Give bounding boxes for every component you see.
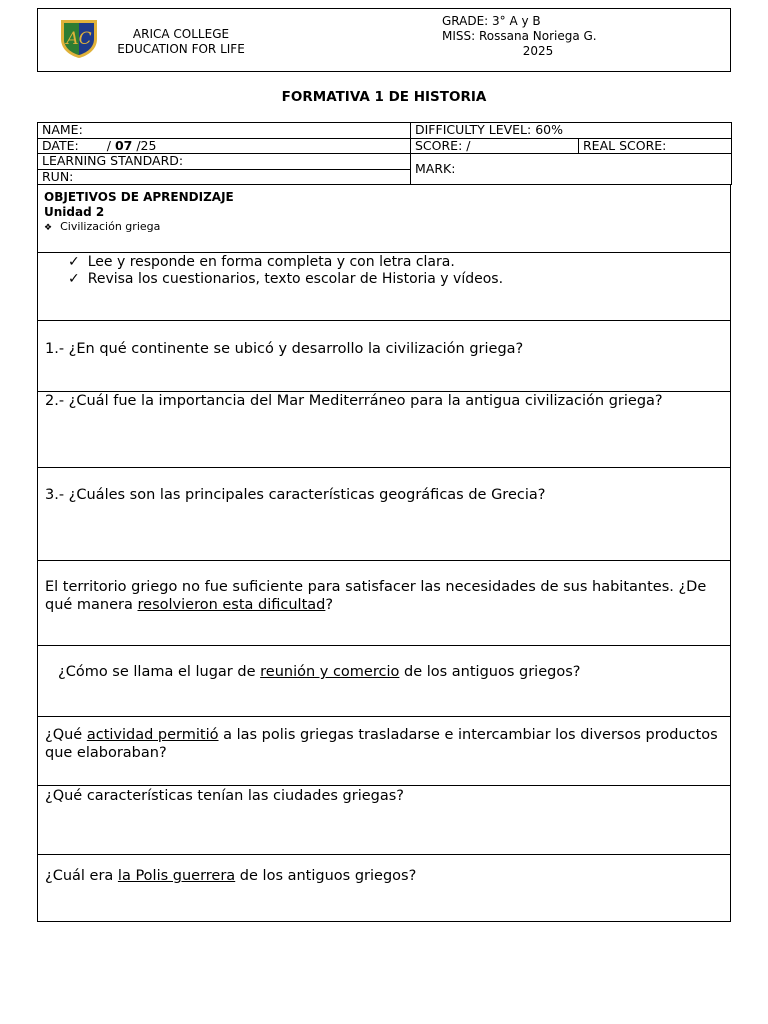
- date-label: DATE:: [42, 138, 79, 153]
- question-box[interactable]: [37, 645, 731, 717]
- checkmark-icon: ✓: [68, 254, 80, 270]
- question-box[interactable]: [37, 785, 731, 855]
- objectives-title: OBJETIVOS DE APRENDIZAJE: [44, 190, 234, 204]
- date-rest: /25: [136, 138, 157, 153]
- teacher-block: [428, 14, 648, 59]
- question-box[interactable]: [37, 560, 731, 646]
- logo-letters: AC: [66, 29, 92, 49]
- question-text: ¿Cómo se llama el lugar de reunión y comercio de los antiguos griegos?: [58, 664, 581, 680]
- objectives-item: ❖ Civilización griega: [44, 220, 161, 233]
- real-score-field[interactable]: REAL SCORE:: [579, 138, 732, 154]
- instruction-item: ✓ Revisa los cuestionarios, texto escolar de Historia y vídeos.: [68, 271, 504, 287]
- question-text: ¿Qué características tenían las ciudades griegas?: [45, 788, 405, 804]
- score-field[interactable]: SCORE: /: [411, 138, 579, 154]
- question-text: ¿Qué actividad permitió a las polis griegas trasladarse e intercambiar los diversos productos que elaboraban?: [45, 727, 718, 761]
- objectives-unit: Unidad 2: [44, 205, 105, 219]
- header-box: [37, 8, 731, 72]
- question-box[interactable]: [37, 467, 731, 561]
- question-box[interactable]: [37, 391, 731, 468]
- run-field[interactable]: RUN:: [38, 169, 411, 185]
- question-text: 2.- ¿Cuál fue la importancia del Mar Mediterráneo para la antigua civilización griega?: [45, 393, 663, 409]
- difficulty-level: DIFFICULTY LEVEL: 60%: [411, 123, 732, 139]
- diamond-bullet-icon: ❖: [44, 223, 53, 233]
- question-box[interactable]: [37, 716, 731, 786]
- college-block: [106, 27, 256, 57]
- college-shield-logo: [59, 17, 99, 59]
- mark-field[interactable]: MARK:: [411, 154, 732, 185]
- question-text: 1.- ¿En qué continente se ubicó y desarrollo la civilización griega?: [45, 341, 524, 357]
- question-box[interactable]: [37, 320, 731, 392]
- grade-label: GRADE: 3° A y B: [442, 14, 541, 28]
- date-slash: /: [106, 138, 111, 153]
- college-motto: EDUCATION FOR LIFE: [117, 42, 245, 56]
- page-title: FORMATIVA 1 DE HISTORIA: [281, 89, 487, 105]
- question-text: 3.- ¿Cuáles son las principales características geográficas de Grecia?: [45, 487, 546, 503]
- date-field[interactable]: [38, 138, 411, 154]
- learning-standard-field[interactable]: LEARNING STANDARD:: [38, 154, 411, 170]
- question-box[interactable]: [37, 854, 731, 922]
- checkmark-icon: ✓: [68, 271, 80, 287]
- teacher-name: MISS: Rossana Noriega G.: [442, 29, 597, 43]
- instructions-section: [37, 252, 731, 321]
- student-info-table: [37, 122, 732, 185]
- question-text: El territorio griego no fue suficiente para satisfacer las necesidades de sus habitantes. ¿De qué manera resolvieron esta dificultad?: [45, 579, 707, 613]
- college-name: ARICA COLLEGE: [132, 27, 230, 41]
- objectives-section: [37, 184, 731, 253]
- date-day: 07: [114, 138, 133, 153]
- name-field[interactable]: NAME:: [38, 123, 411, 139]
- question-text: ¿Cuál era la Polis guerrera de los antiguos griegos?: [45, 868, 417, 884]
- school-year: 2025: [522, 44, 554, 58]
- instruction-item: ✓ Lee y responde en forma completa y con letra clara.: [68, 254, 455, 270]
